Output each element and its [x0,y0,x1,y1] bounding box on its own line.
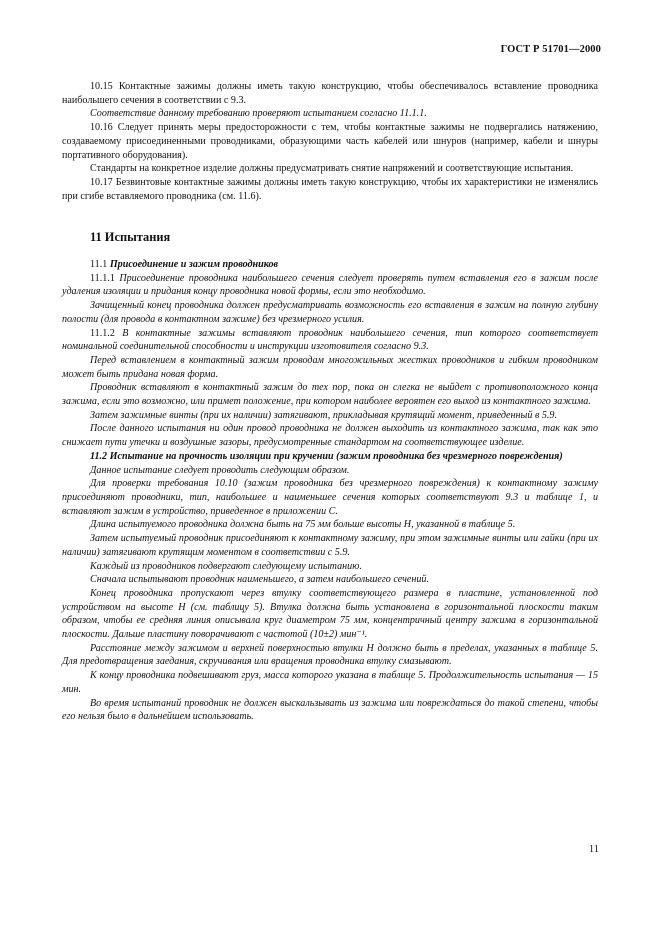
paragraph: Для проверки требования 10.10 (зажим проводника без чрезмерного повреждения) к контактному зажиму присоединяют проводники, тип, наибольшее и наименьшее сечения которых соответствуют 9.3 и таблице 1, и вставляют зажим в устройство, приведенное в приложении С. [62,478,598,517]
paragraph: Сначала испытывают проводник наименьшего, а затем наибольшего сечений. [90,574,429,586]
paragraph: Зачищенный конец проводника должен предусматривать возможность его вставления в зажим на полную глубину полости (для провода в контактном зажиме) без чрезмерного усилия. [62,300,598,325]
paragraph: Затем зажимные винты (при их наличии) затягивают, прикладывая крутящий момент, приведенный в 5.9. [90,409,557,421]
clause-number: 11.1.1 [90,272,115,284]
paragraph: Перед вставлением в контактный зажим проводам многожильных жестких проводников и гибким проводником может быть придана новая форма. [62,354,598,380]
clause-10-16: 10.16 Следует принять меры предосторожности с тем, чтобы контактные зажимы не подвергались натяжению, создаваемому присоединенными проводниками, образующими часть кабелей или шнуров (например, кабели и шнуры портативного оборудования). [62,122,598,161]
clause-10-16-note: Стандарты на конкретное изделие должны предусматривать снятие напряжений и соответствующие испытания. [90,163,574,175]
paragraph: Данное испытание следует проводить следующим образом. [90,464,350,476]
paragraph: Во время испытаний проводник не должен выскальзывать из зажима или повреждаться до такой степени, чтобы его нельзя было в дальнейшем использовать. [62,697,598,723]
standard-header: ГОСТ Р 51701—2000 [500,44,601,55]
paragraph: Затем испытуемый проводник присоединяют к контактному зажиму, при этом зажимные винты или гайки (при их наличии) затягивают крутящим моментом в соответствии с 5.9. [62,533,598,558]
clause-number: 11.1 [90,259,108,271]
clause-title: Присоединение и зажим проводников [109,259,279,271]
clause-10-17: 10.17 Безвинтовые контактные зажимы должны иметь такую конструкцию, чтобы их характеристики не изменялись при сгибе вставляемого проводника (см. 11.6). [62,176,598,202]
clause-text: В контактные зажимы вставляют проводник наибольшего сечения, тип которого соответствует номинальной соединительной способности и инструкции изготовителя согласно 9.3. [62,327,598,353]
paragraph: К концу проводника подвешивают груз, масса которого указана в таблице 5. Продолжительность испытания — 15 мин. [62,670,598,695]
paragraph: Каждый из проводников подвергают следующему испытанию. [90,560,362,572]
clause-11-1-1 [62,272,598,299]
clause-10-15-check: Соответствие данному требованию проверяют испытанием согласно 11.1.1. [90,108,427,120]
clause-10-15: 10.15 Контактные зажимы должны иметь такую конструкцию, чтобы обеспечивалось вставление проводника наибольшего сечения в соответствии с 9.3. [62,81,598,106]
clause-11-2-title: 11.2 Испытание на прочность изоляции при кручении (зажим проводника без чрезмерного повреждения) [90,450,563,462]
paragraph: Конец проводника пропускают через втулку соответствующего размера в пластине, установленной под устройством на высоте Н (см. таблицу 5). Втулка должна быть установлена в горизонтальной плоскости таким образом, чтобы ее средняя линия описывала круг диаметром 75 мм, концентричный центру зажима в горизонтальной плоскости. Дальше пластину поворачивают с частотой (10±2) мин⁻¹. [62,587,598,641]
clause-text: Присоединение проводника наибольшего сечения следует проверять путем вставления его в зажим после удаления изоляции и придания концу проводника новой формы, если это необходимо. [62,272,598,298]
document-body [62,80,598,724]
clause-number: 11.1.2 [90,327,115,339]
clause-11-1 [62,258,598,272]
page-number: 11 [588,844,599,855]
paragraph: Проводник вставляют в контактный зажим до тех пор, пока он слегка не выйдет с противоположного конца зажима, если это возможно, или примет положение, при котором наиболее вероятен его выход из контактного зажима. [62,382,598,408]
clause-11-1-2 [62,327,598,354]
paragraph: Длина испытуемого проводника должна быть на 75 мм больше высоты Н, указанной в таблице 5. [90,519,516,531]
paragraph: После данного испытания ни один провод проводника не должен выходить из контактного зажима, так как это снижает пути утечки и воздушные зазоры, предусмотренные стандартом на соответствующее изделие. [62,423,598,449]
section-title: 11 Испытания [90,230,171,245]
paragraph: Расстояние между зажимом и верхней поверхностью втулки Н должно быть в пределах, указанных в таблице 5. Для предотвращения заедания, скручивания или вращения проводника втулку смазывают. [62,642,598,668]
